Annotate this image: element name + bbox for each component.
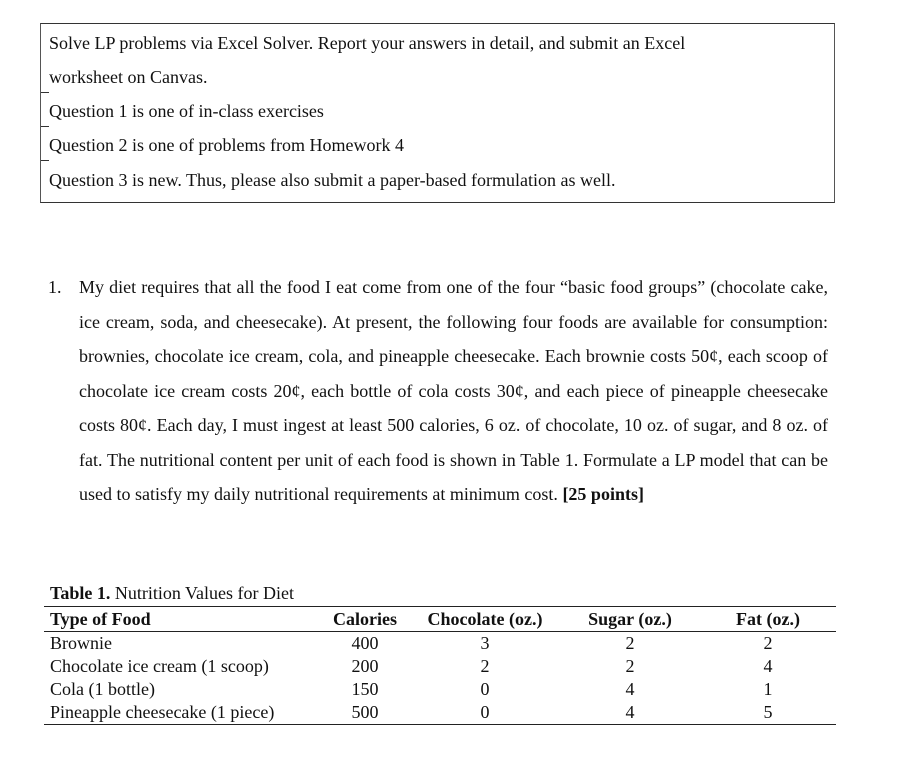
table-row <box>44 632 836 656</box>
instruction-line: Solve LP problems via Excel Solver. Report your answers in detail, and submit an Excel <box>49 33 686 53</box>
cell-calories: 400 <box>351 633 379 653</box>
question-text <box>79 270 828 512</box>
instructions-box <box>40 23 835 203</box>
table-caption-label: Table 1. <box>50 583 111 603</box>
cell-food: Cola (1 bottle) <box>50 679 155 699</box>
instruction-line: Question 3 is new. Thus, please also submit a paper-based formulation as well. <box>49 170 616 190</box>
table-caption <box>50 583 294 603</box>
table-caption-text: Nutrition Values for Diet <box>110 583 294 603</box>
cell-sugar: 4 <box>560 701 700 725</box>
cell-fat: 4 <box>763 656 773 676</box>
table-row <box>44 678 836 701</box>
cell-food: Brownie <box>50 633 112 653</box>
cell-sugar: 2 <box>625 633 635 653</box>
cell-calories: 200 <box>351 656 379 676</box>
question-points: [25 points] <box>562 484 644 504</box>
cell-chocolate: 0 <box>410 701 560 725</box>
cell-sugar: 4 <box>625 679 635 699</box>
cell-fat: 5 <box>700 701 836 725</box>
cell-chocolate: 0 <box>480 679 490 699</box>
question-number: 1. <box>48 277 62 297</box>
instruction-line: Question 1 is one of in-class exercises <box>49 101 324 121</box>
header-calories: Calories <box>320 607 410 632</box>
instruction-line: Question 2 is one of problems from Homework 4 <box>49 135 404 155</box>
table-row <box>44 655 836 678</box>
question-body: My diet requires that all the food I eat come from one of the four “basic food groups” (chocolate cake, ice cream, soda, and cheesecake). At present, the following four foods are available for consumption: brownies, chocolate ice cream, cola, and pineapple cheesecake. Each brownie costs 50¢, each scoop of chocolate ice cream costs 20¢, each bottle of cola costs 30¢, and each piece of pineapple cheesecake costs 80¢. Each day, I must ingest at least 500 calories, 6 oz. of chocolate, 10 oz. of sugar, and 8 oz. of fat. The nutritional content per unit of each food is shown in Table 1. Formulate a LP model that can be used to satisfy my daily nutritional requirements at minimum cost. <box>79 277 828 504</box>
cell-chocolate: 3 <box>480 633 490 653</box>
header-type-of-food: Type of Food <box>44 607 320 632</box>
cell-calories: 500 <box>320 701 410 725</box>
divider <box>41 92 49 93</box>
cell-fat: 2 <box>763 633 773 653</box>
table-row <box>44 701 836 725</box>
cell-chocolate: 2 <box>480 656 490 676</box>
table-header-row <box>44 607 836 632</box>
cell-sugar: 2 <box>625 656 635 676</box>
divider <box>41 160 49 161</box>
cell-food: Pineapple cheesecake (1 piece) <box>44 701 320 725</box>
nutrition-table <box>44 606 836 725</box>
divider <box>41 126 49 127</box>
cell-food: Chocolate ice cream (1 scoop) <box>50 656 269 676</box>
header-chocolate: Chocolate (oz.) <box>410 607 560 632</box>
instruction-line: worksheet on Canvas. <box>49 67 208 87</box>
cell-calories: 150 <box>351 679 379 699</box>
cell-fat: 1 <box>763 679 773 699</box>
header-fat: Fat (oz.) <box>700 607 836 632</box>
header-sugar: Sugar (oz.) <box>560 607 700 632</box>
